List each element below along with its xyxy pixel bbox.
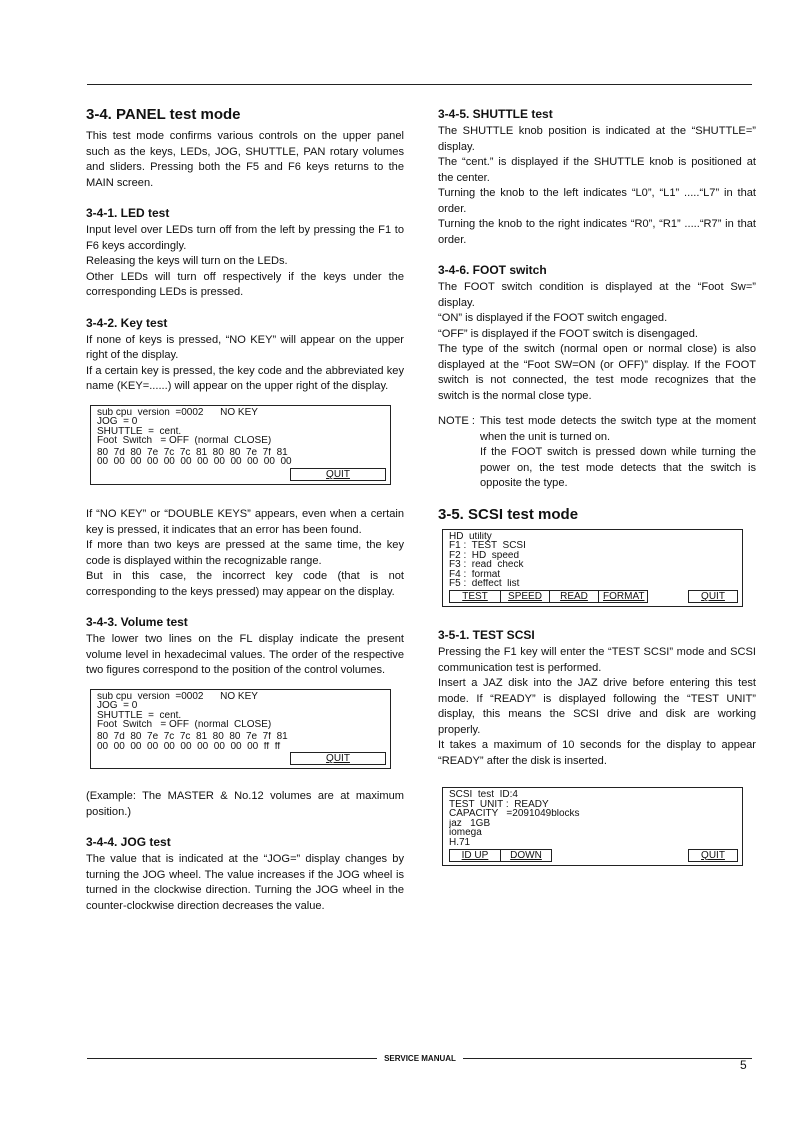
test-button[interactable]: TEST [449, 590, 500, 603]
display-line: 00 00 00 00 00 00 00 00 00 00 00 00 [97, 457, 292, 468]
key-test-p2: If a certain key is pressed, the key code and the abbreviated key name (KEY=......) will appear on the upper right of the display. [86, 364, 404, 392]
volume-test-display [90, 689, 391, 770]
key-test-p3: If “NO KEY” or “DOUBLE KEYS” appears, even when a certain key is pressed, it indicates that an error has been found. [86, 508, 404, 536]
test-scsi-p2: Insert a JAZ disk into the JAZ drive before entering this test mode. If “READY” is displayed following the “TEST UNIT” display, this means the SCSI drive and disk are working properly. [438, 677, 756, 736]
display-line: TEST UNIT : READY [449, 799, 549, 810]
note-p2: If the FOOT switch is pressed down while turning the power on, the test mode detects that the switch is opposite the type. [480, 446, 756, 489]
footer [87, 1053, 752, 1065]
note-label: NOTE : [438, 415, 475, 427]
section-3-5-1-title: 3-5-1. TEST SCSI [438, 628, 535, 643]
display-line: F5 : deffect list [449, 579, 520, 590]
display-line: iomega [449, 828, 482, 839]
quit-button[interactable]: QUIT [290, 752, 386, 765]
display-line: JOG = 0 [97, 701, 138, 711]
display-line: H.71 [449, 838, 471, 848]
display-line: HD utility [449, 531, 492, 542]
test-scsi-p3: It takes a maximum of 10 seconds for the display to appear “READY” after the disk is inserted. [438, 739, 756, 767]
foot-switch-p2: “ON” is displayed if the FOOT switch engaged. [438, 312, 668, 324]
hd-utility-display [442, 529, 743, 608]
quit-button[interactable]: QUIT [688, 849, 738, 862]
note-p1: This test mode detects the switch type at the moment when the unit is turned on. [480, 415, 756, 443]
led-test-p3: Other LEDs will turn off respectively if the keys under the corresponding LEDs is pressed. [86, 270, 404, 298]
format-button[interactable]: FORMAT [598, 590, 648, 603]
foot-switch-p3: “OFF” is displayed if the FOOT switch is disengaged. [438, 327, 698, 340]
display-line: Foot Switch = OFF (normal CLOSE) [97, 720, 272, 730]
page-number: 5 [740, 1058, 747, 1072]
right-column [438, 106, 756, 866]
left-column [86, 106, 404, 914]
display-line: 80 7d 80 7e 7c 7c 81 80 80 7e 7f 81 [97, 447, 288, 458]
display-line: CAPACITY =2091049blocks [449, 809, 580, 819]
display-line: SCSI test ID:4 [449, 790, 518, 800]
section-3-4-6-title: 3-4-6. FOOT switch [438, 263, 547, 277]
foot-switch-p4: The type of the switch (normal open or normal close) is also displayed at the “Foot SW=ON (or OFF)” display. If the FOOT switch is not connected, the test mode recognizes that the switch is the normal close type. [438, 343, 756, 402]
volume-test-p1: The lower two lines on the FL display indicate the present volume level in hexadecimal values. The order of the respective two figures correspond to the position of the control volumes. [86, 633, 404, 677]
scsi-test-display [442, 787, 743, 866]
shuttle-test-p1: The SHUTTLE knob position is indicated at the “SHUTTLE=” display. [438, 125, 756, 153]
key-test-p4: If more than two keys are pressed at the same time, the key code is displayed within the recognizable range. [86, 539, 404, 567]
key-test-p5: But in this case, the incorrect key code (that is not corresponding to the keys pressed) may appear on the display. [86, 570, 404, 598]
section-3-4-3-title: 3-4-3. Volume test [86, 615, 188, 630]
section-3-4-2-title: 3-4-2. Key test [86, 315, 168, 330]
note-block [438, 414, 756, 492]
section-3-4-4-title: 3-4-4. JOG test [86, 835, 171, 850]
key-test-display [90, 405, 391, 486]
footer-label: SERVICE MANUAL [384, 1054, 456, 1063]
display-line: jaz 1GB [449, 818, 491, 829]
id-up-button[interactable]: ID UP [449, 849, 500, 862]
display-line: F3 : read check [449, 560, 524, 570]
shuttle-test-p3: Turning the knob to the left indicates “L0”, “L1” .....“L7” in that order. [438, 187, 756, 215]
section-3-5-title: 3-5. SCSI test mode [438, 505, 579, 523]
display-line: Foot Switch = OFF (normal CLOSE) [97, 436, 272, 446]
shuttle-test-p2: The “cent.” is displayed if the SHUTTLE knob is positioned at the center. [438, 156, 756, 184]
key-test-p1: If none of keys is pressed, “NO KEY” will appear on the upper right of the display. [86, 333, 404, 361]
footer-rule-left [87, 1058, 377, 1059]
top-rule [87, 84, 752, 85]
down-button[interactable]: DOWN [500, 849, 552, 862]
section-3-4-1-title: 3-4-1. LED test [86, 206, 170, 220]
display-line: SHUTTLE = cent. [97, 710, 182, 721]
shuttle-test-p4: Turning the knob to the right indicates “R0”, “R1” .....“R7” in that order. [438, 218, 756, 246]
section-3-4-text: This test mode confirms various controls on the upper panel such as the keys, LEDs, JOG, SHUTTLE, PAN rotary volumes and sliders. Pressing both the F5 and F6 keys returns to the MAIN screen. [86, 130, 404, 189]
foot-switch-p1: The FOOT switch condition is displayed at the “Foot Sw=” display. [438, 281, 756, 309]
section-3-4-5-title: 3-4-5. SHUTTLE test [438, 107, 553, 121]
section-3-4-title: 3-4. PANEL test mode [86, 106, 241, 123]
display-line: F4 : format [449, 569, 501, 580]
speed-button[interactable]: SPEED [500, 590, 549, 603]
display-line: F1 : TEST SCSI [449, 541, 526, 551]
quit-button[interactable]: QUIT [688, 590, 738, 603]
jog-test-p1: The value that is indicated at the “JOG=” display changes by turning the JOG wheel. The value increases if the JOG wheel is turned in the clockwise direction. Turning the JOG wheel in the counter-clockwise direction decreases the value. [86, 853, 404, 912]
test-scsi-p1: Pressing the F1 key will enter the “TEST SCSI” mode and SCSI communication test is performed. [438, 646, 756, 674]
read-button[interactable]: READ [549, 590, 598, 603]
display-line: SHUTTLE = cent. [97, 426, 182, 437]
led-test-p1: Input level over LEDs turn off from the left by pressing the F1 to F6 keys accordingly. [86, 224, 404, 252]
display-line: 80 7d 80 7e 7c 7c 81 80 80 7e 7f 81 [97, 731, 288, 742]
display-line: sub cpu version =0002 NO KEY [97, 407, 258, 418]
display-line: sub cpu version =0002 NO KEY [97, 691, 258, 702]
footer-rule-right [463, 1058, 752, 1059]
display-line: 00 00 00 00 00 00 00 00 00 00 ff ff [97, 741, 281, 752]
led-test-p2: Releasing the keys will turn on the LEDs. [86, 255, 288, 267]
display-line: JOG = 0 [97, 417, 138, 427]
quit-button[interactable]: QUIT [290, 468, 386, 481]
volume-test-p2: (Example: The MASTER & No.12 volumes are at maximum position.) [86, 790, 404, 818]
display-line: F2 : HD speed [449, 550, 520, 561]
